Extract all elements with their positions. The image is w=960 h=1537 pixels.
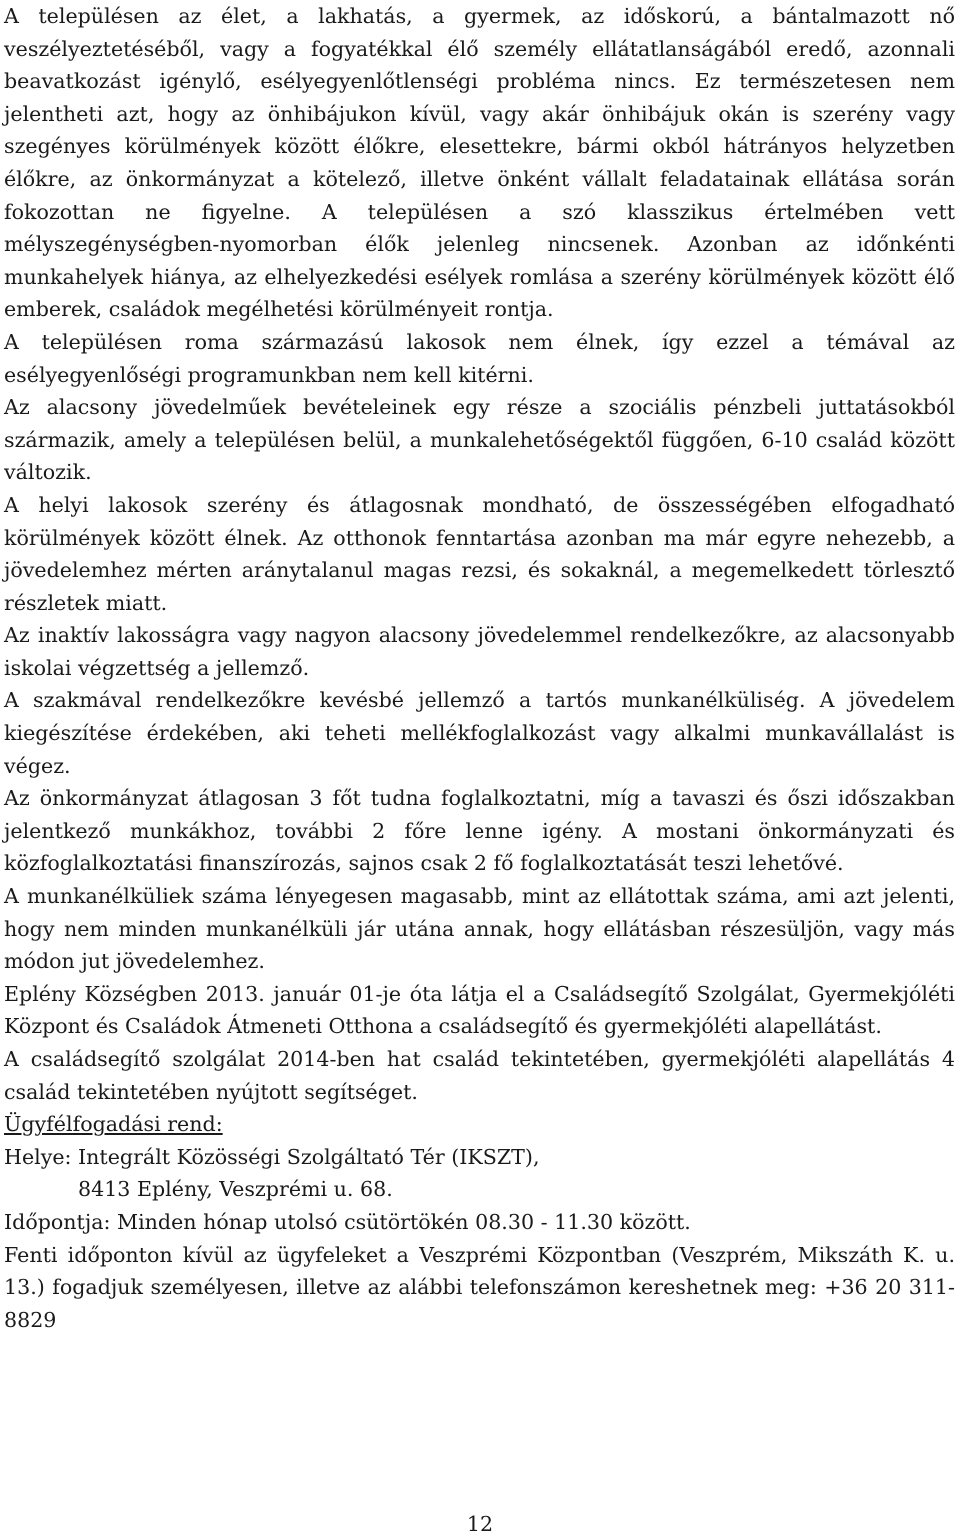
paragraph-family-support-2014: A családsegítő szolgálat 2014-ben hat család tekintetében, gyermekjóléti alapellátás 4 család tekintetében nyújtott segítséget. <box>4 1047 955 1104</box>
reception-contact: Fenti időponton kívül az ügyfeleket a Veszprémi Központban (Veszprém, Mikszáth K. u. 13.) fogadjuk személyesen, illetve az alábbi telefonszámon kereshetnek meg: +36 20 311-8829 <box>4 1242 955 1332</box>
page-number: 12 <box>466 1512 494 1536</box>
paragraph-unemployed-count: A munkanélküliek száma lényegesen magasabb, mint az ellátottak száma, ami azt jelenti, hogy nem minden munkanélküli jár utána annak, hogy ellátásban részesüljön, vagy más módon jut jövedelemhez. <box>4 884 955 974</box>
paragraph-municipal-employment: Az önkormányzat átlagosan 3 főt tudna foglalkoztatni, míg a tavaszi és őszi időszakban jelentkező munkákhoz, további 2 főre lenne igény. A mostani önkormányzati és közfoglalkoztatási finanszírozás, sajnos csak 2 fő foglalkoztatását teszi lehetővé. <box>4 786 955 876</box>
reception-time: Időpontja: Minden hónap utolsó csütörtökén 08.30 - 11.30 között. <box>4 1209 691 1234</box>
paragraph-roma-population: A településen roma származású lakosok nem élnek, így ezzel a témával az esélyegyenlőségi programunkban nem kell kitérni. <box>4 329 955 387</box>
paragraph-social-situation: A településen az élet, a lakhatás, a gyermek, az időskorú, a bántalmazott nő veszélyeztetéséből, vagy a fogyatékkal élő személy ellátatlanságából eredő, azonnali beavatkozást igénylő, esélyegyenlőtlenségi probléma nincs. Ez természetesen nem jelentheti azt, hogy az önhibájukon kívül, vagy akár önhibájuk okán is szerény vagy szegényes körülmények között élőkre, elesettekre, bármi okból hátrányos helyzetben élőkre, az önkormányzat a kötelező, illetve önként vállalt feladatainak ellátása során fokozottan ne figyelne. A településen a szó klasszikus értelmében vett mélyszegénységben-nyomorban élők jelenleg nincsenek. Azonban az időnkénti munkahelyek hiánya, az elhelyezkedési esélyek romlása a szerény körülmények között élő emberek, családok megélhetési körülményeit rontja. <box>4 4 955 322</box>
reception-location: Helye: Integrált Közösségi Szolgáltató Tér (IKSZT), <box>4 1144 540 1169</box>
reception-address: 8413 Eplény, Veszprémi u. 68. <box>78 1177 393 1202</box>
paragraph-low-income: Az alacsony jövedelműek bevételeinek egy része a szociális pénzbeli juttatásokból származik, amely a településen belül, a munkalehetőségektől függően, 6-10 család között változik. <box>4 395 955 485</box>
paragraph-living-conditions: A helyi lakosok szerény és átlagosnak mondható, de összességében elfogadható körülmények között élnek. Az otthonok fenntartása azonban ma már egyre nehezebb, a jövedelemhez mérten aránytalanul magas rezsi, és sokaknál, a megemelkedett törlesztő részletek miatt. <box>4 492 955 615</box>
reception-heading: Ügyfélfogadási rend: <box>4 1112 223 1137</box>
paragraph-unemployment: A szakmával rendelkezőkre kevésbé jellemző a tartós munkanélküliség. A jövedelem kiegészítése érdekében, aki teheti mellékfoglalkozást vagy alkalmi munkavállalást is végez. <box>4 688 955 778</box>
paragraph-family-support-service: Eplény Községben 2013. január 01-je óta látja el a Családsegítő Szolgálat, Gyermekjóléti Központ és Családok Átmeneti Otthona a családsegítő és gyermekjóléti alapellátást. <box>4 981 955 1039</box>
paragraph-inactive-population: Az inaktív lakosságra vagy nagyon alacsony jövedelemmel rendelkezőkre, az alacsonyabb iskolai végzettség a jellemző. <box>4 623 955 680</box>
document-page <box>4 0 955 1336</box>
